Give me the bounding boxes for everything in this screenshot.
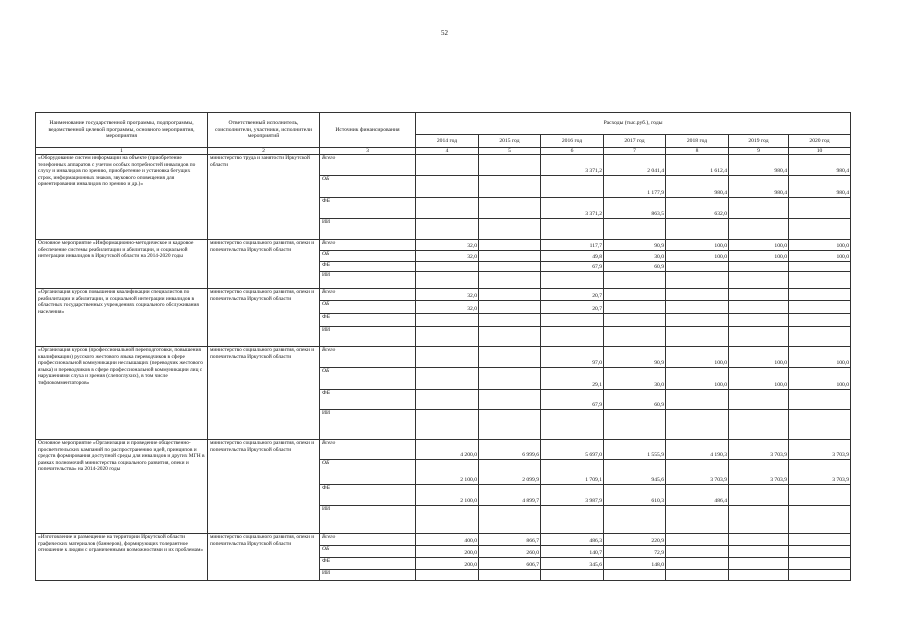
column-number: 5 xyxy=(479,148,541,155)
header-year: 2016 год xyxy=(541,135,604,148)
expense-value: 260,0 xyxy=(479,546,541,558)
header-year: 2018 год xyxy=(666,135,729,148)
funding-source: ИИ xyxy=(320,410,416,440)
expense-value xyxy=(541,314,604,327)
expense-value xyxy=(416,347,479,368)
expense-value xyxy=(479,176,541,198)
responsible-executor: министерство социального развития, опеки и попечительства Иркутской области xyxy=(208,289,320,347)
responsible-executor: министерство социального развития, опеки и попечительства Иркутской области xyxy=(208,534,320,581)
funding-source: ФБ xyxy=(320,485,416,506)
funding-source: ОБ xyxy=(320,460,416,485)
expense-value xyxy=(729,410,789,440)
expense-value: 980,4 xyxy=(729,176,789,198)
expense-value: 2 041,4 xyxy=(604,155,666,176)
expense-value xyxy=(604,272,666,289)
expense-value xyxy=(729,327,789,347)
expense-value: 67,9 xyxy=(541,262,604,272)
table-row xyxy=(36,289,851,301)
expense-value xyxy=(479,240,541,251)
table-row xyxy=(36,534,851,546)
funding-source: ФБ xyxy=(320,262,416,272)
expense-value xyxy=(789,558,851,570)
expense-value xyxy=(789,410,851,440)
header-responsible: Ответственный исполнитель, соисполнители, участники, исполнители мероприятий xyxy=(208,113,320,148)
expense-value xyxy=(729,485,789,506)
expense-value xyxy=(789,219,851,240)
expense-value: 980,4 xyxy=(666,176,729,198)
expense-value xyxy=(604,506,666,534)
expense-value xyxy=(729,570,789,581)
header-year: 2020 год xyxy=(789,135,851,148)
expense-value xyxy=(479,155,541,176)
expense-value xyxy=(789,506,851,534)
column-number: 10 xyxy=(789,148,851,155)
expense-value: 100,0 xyxy=(666,240,729,251)
expense-value xyxy=(541,176,604,198)
expense-value xyxy=(729,506,789,534)
expense-value xyxy=(789,327,851,347)
expense-value xyxy=(479,570,541,581)
expense-value xyxy=(479,198,541,219)
expense-value xyxy=(666,570,729,581)
expense-value xyxy=(604,314,666,327)
expense-value: 6 999,6 xyxy=(479,440,541,460)
expense-value: 1 709,1 xyxy=(541,460,604,485)
expense-value xyxy=(604,289,666,301)
table-row xyxy=(36,440,851,460)
funding-source: ФБ xyxy=(320,558,416,570)
expense-value: 20,7 xyxy=(541,301,604,314)
expense-value: 486,4 xyxy=(666,485,729,506)
expense-value xyxy=(789,198,851,219)
expense-value: 32,0 xyxy=(416,251,479,262)
expense-value xyxy=(479,301,541,314)
expense-value xyxy=(729,301,789,314)
page-number: 52 xyxy=(441,29,448,37)
expense-value xyxy=(416,198,479,219)
expense-value xyxy=(416,327,479,347)
expense-value xyxy=(666,546,729,558)
expense-value: 3 371,2 xyxy=(541,155,604,176)
expense-value xyxy=(666,390,729,410)
expense-value xyxy=(479,251,541,262)
funding-source: ОБ xyxy=(320,301,416,314)
column-number: 6 xyxy=(541,148,604,155)
expense-value xyxy=(666,410,729,440)
header-name: Наименование государственной программы, подпрограммы, ведомственной целевой программы, основного мероприятия, мероприятия xyxy=(36,113,208,148)
expense-value xyxy=(541,506,604,534)
column-number: 4 xyxy=(416,148,479,155)
expense-value: 980,4 xyxy=(729,155,789,176)
header-year: 2017 год xyxy=(604,135,666,148)
expense-value xyxy=(604,219,666,240)
expense-value xyxy=(541,327,604,347)
expense-value xyxy=(666,219,729,240)
expense-value xyxy=(479,410,541,440)
expense-value: 100,0 xyxy=(666,251,729,262)
expense-value xyxy=(729,390,789,410)
expense-value: 980,4 xyxy=(789,155,851,176)
expenditure-table xyxy=(35,112,851,581)
expense-value xyxy=(789,289,851,301)
expense-value xyxy=(479,289,541,301)
column-number: 8 xyxy=(666,148,729,155)
expense-value xyxy=(729,272,789,289)
expense-value xyxy=(666,272,729,289)
table-row xyxy=(36,347,851,368)
expense-value: 100,0 xyxy=(789,368,851,390)
expense-value: 100,0 xyxy=(789,347,851,368)
expense-value xyxy=(666,262,729,272)
program-name: «Организация курсов (профессиональной переподготовки, повышения квалификации) русского жестового языка переводчиков в сфере профессиональной коммуникации неслышащих (переводчик жестового языка) и переводчиков в сфере профессиональной коммуникации лиц с нарушениями слуха и зрения (слепоглухих), в том числе тифлокомментаторов» xyxy=(36,347,208,440)
funding-source: Всего xyxy=(320,347,416,368)
expense-value: 4 899,7 xyxy=(479,485,541,506)
expense-value: 100,0 xyxy=(729,251,789,262)
expense-value xyxy=(789,485,851,506)
header-year: 2014 год xyxy=(416,135,479,148)
funding-source: ИИ xyxy=(320,272,416,289)
expense-value: 100,0 xyxy=(729,240,789,251)
expense-value: 345,6 xyxy=(541,558,604,570)
expense-value xyxy=(789,570,851,581)
expense-value: 30,0 xyxy=(604,251,666,262)
expense-value xyxy=(416,176,479,198)
expense-value xyxy=(789,390,851,410)
expense-value: 4 190,3 xyxy=(666,440,729,460)
expense-value: 606,7 xyxy=(479,558,541,570)
expense-value: 945,6 xyxy=(604,460,666,485)
expense-value: 863,5 xyxy=(604,198,666,219)
expense-value: 100,0 xyxy=(666,347,729,368)
expense-value: 200,0 xyxy=(416,558,479,570)
expense-value xyxy=(604,570,666,581)
expense-value: 100,0 xyxy=(666,368,729,390)
expense-value xyxy=(729,546,789,558)
expense-value: 90,9 xyxy=(604,347,666,368)
column-number: 3 xyxy=(320,148,416,155)
expense-value: 32,0 xyxy=(416,240,479,251)
expense-value: 1 177,9 xyxy=(604,176,666,198)
expense-value: 632,0 xyxy=(666,198,729,219)
expense-value: 67,9 xyxy=(541,390,604,410)
expense-value xyxy=(479,368,541,390)
expense-value: 60,9 xyxy=(604,262,666,272)
expense-value xyxy=(416,410,479,440)
expense-value xyxy=(666,558,729,570)
expense-value xyxy=(541,570,604,581)
expense-value xyxy=(541,219,604,240)
expense-value xyxy=(604,410,666,440)
expense-value: 100,0 xyxy=(729,368,789,390)
expense-value xyxy=(789,262,851,272)
expense-value xyxy=(729,219,789,240)
expense-value xyxy=(479,390,541,410)
expense-value xyxy=(729,289,789,301)
funding-source: ИИ xyxy=(320,327,416,347)
expense-value: 3 703,9 xyxy=(789,460,851,485)
expense-value xyxy=(416,219,479,240)
program-name: «Организация курсов повышения квалификации специалистов по реабилитации и абилитации, и социальной интеграции инвалидов в областных государственных учреждениях социального обслуживания населения» xyxy=(36,289,208,347)
expense-value xyxy=(416,390,479,410)
column-number: 2 xyxy=(208,148,320,155)
funding-source: Всего xyxy=(320,155,416,176)
responsible-executor: министерство труда и занятости Иркутской области xyxy=(208,155,320,240)
expense-value: 200,0 xyxy=(416,546,479,558)
expense-value xyxy=(666,506,729,534)
expense-value: 32,0 xyxy=(416,289,479,301)
expense-value xyxy=(416,262,479,272)
expense-value: 3 371,2 xyxy=(541,198,604,219)
column-number: 1 xyxy=(36,148,208,155)
expense-value xyxy=(666,327,729,347)
expense-value: 3 703,9 xyxy=(789,440,851,460)
funding-source: ИИ xyxy=(320,219,416,240)
column-number: 7 xyxy=(604,148,666,155)
expense-value: 2 099,9 xyxy=(479,460,541,485)
expense-value: 2 100,0 xyxy=(416,485,479,506)
funding-source: ФБ xyxy=(320,390,416,410)
expense-value xyxy=(479,327,541,347)
header-year: 2015 год xyxy=(479,135,541,148)
funding-source: Всего xyxy=(320,240,416,251)
responsible-executor: министерство социального развития, опеки и попечительства Иркутской области xyxy=(208,440,320,534)
expense-value: 20,7 xyxy=(541,289,604,301)
expense-value: 220,9 xyxy=(604,534,666,546)
expense-value: 60,9 xyxy=(604,390,666,410)
expense-value xyxy=(789,314,851,327)
expense-value: 72,9 xyxy=(604,546,666,558)
expense-value: 117,7 xyxy=(541,240,604,251)
funding-source: ФБ xyxy=(320,314,416,327)
header-year: 2019 год xyxy=(729,135,789,148)
header-expenses: Расходы (тыс.руб.), годы xyxy=(416,113,851,135)
expense-value xyxy=(541,272,604,289)
expense-value xyxy=(479,506,541,534)
expense-value xyxy=(789,534,851,546)
funding-source: Всего xyxy=(320,534,416,546)
expense-value xyxy=(666,314,729,327)
expense-value: 3 703,9 xyxy=(729,440,789,460)
funding-source: ОБ xyxy=(320,546,416,558)
program-name: «Оборудование систем информации на объекте (приобретение телефонных аппаратов с учетом особых потребностей инвалидов по слуху и инвалидов по зрению, приобретение и установка бегущих строк, информационных знаков, звукового оповещения для ориентирования инвалидов по зрению и др.)» xyxy=(36,155,208,240)
expense-value: 4 200,0 xyxy=(416,440,479,460)
expense-value xyxy=(479,314,541,327)
header-source: Источник финансирования xyxy=(320,113,416,148)
expense-value: 486,3 xyxy=(541,534,604,546)
expense-value: 3 703,9 xyxy=(666,460,729,485)
program-name: Основное мероприятие «Организация и проведение общественно-просветительских кампаний по распространению идей, принципов и средств формирования доступной среды для инвалидов и других МГН в рамках полномочий министерства социального развития, опеки и попечительства» на 2014-2020 годы xyxy=(36,440,208,534)
expense-value: 980,4 xyxy=(789,176,851,198)
expense-value: 100,0 xyxy=(789,240,851,251)
funding-source: ФБ xyxy=(320,198,416,219)
expense-value: 49,8 xyxy=(541,251,604,262)
expense-value: 97,0 xyxy=(541,347,604,368)
funding-source: Всего xyxy=(320,440,416,460)
expense-value xyxy=(729,198,789,219)
funding-source: ОБ xyxy=(320,176,416,198)
table-row xyxy=(36,155,851,176)
expense-value xyxy=(604,301,666,314)
expense-value: 610,3 xyxy=(604,485,666,506)
funding-source: Всего xyxy=(320,289,416,301)
expense-value xyxy=(479,347,541,368)
expense-value xyxy=(541,410,604,440)
expense-value xyxy=(729,558,789,570)
expense-value: 1 612,4 xyxy=(666,155,729,176)
expense-value xyxy=(479,272,541,289)
program-name: «Изготовление и размещение на территории Иркутской области графических материалов (баннеров), формирующих толерантное отношение к людям с ограниченными возможностями и их проблемам» xyxy=(36,534,208,581)
column-number: 9 xyxy=(729,148,789,155)
funding-source: ОБ xyxy=(320,251,416,262)
expense-value: 3 703,9 xyxy=(729,460,789,485)
expense-value: 32,0 xyxy=(416,301,479,314)
expense-value: 100,0 xyxy=(789,251,851,262)
funding-source: ИИ xyxy=(320,506,416,534)
expense-value: 100,0 xyxy=(729,347,789,368)
expense-value: 140,7 xyxy=(541,546,604,558)
table-row xyxy=(36,240,851,251)
expense-value xyxy=(789,301,851,314)
expense-value xyxy=(479,262,541,272)
expense-value: 400,0 xyxy=(416,534,479,546)
expense-value: 1 555,9 xyxy=(604,440,666,460)
program-name: Основное мероприятие «Информационно-методическое и кадровое обеспечение системы реабилитации и абилитации, и социальной интеграции инвалидов в Иркутской области на 2014-2020 годы xyxy=(36,240,208,289)
funding-source: ОБ xyxy=(320,368,416,390)
expense-value: 90,9 xyxy=(604,240,666,251)
expense-value xyxy=(416,272,479,289)
expense-value xyxy=(666,534,729,546)
expense-value: 2 100,0 xyxy=(416,460,479,485)
expense-value xyxy=(416,314,479,327)
expense-value: 29,1 xyxy=(541,368,604,390)
expense-value xyxy=(604,327,666,347)
expense-value xyxy=(789,272,851,289)
responsible-executor: министерство социального развития, опеки и попечительства Иркутской области xyxy=(208,347,320,440)
expense-value xyxy=(729,534,789,546)
expense-value xyxy=(416,570,479,581)
funding-source: ИИ xyxy=(320,570,416,581)
responsible-executor: министерство социального развития, опеки и попечительства Иркутской области xyxy=(208,240,320,289)
expense-value xyxy=(416,506,479,534)
expense-value xyxy=(666,301,729,314)
expense-value: 3 987,9 xyxy=(541,485,604,506)
expense-value xyxy=(479,219,541,240)
expense-value xyxy=(416,155,479,176)
expense-value: 30,0 xyxy=(604,368,666,390)
expense-value xyxy=(416,368,479,390)
expense-value xyxy=(729,314,789,327)
expense-value: 148,0 xyxy=(604,558,666,570)
expense-value: 866,7 xyxy=(479,534,541,546)
expense-value xyxy=(789,546,851,558)
expense-value xyxy=(666,289,729,301)
expense-value xyxy=(729,262,789,272)
expense-value: 5 697,0 xyxy=(541,440,604,460)
